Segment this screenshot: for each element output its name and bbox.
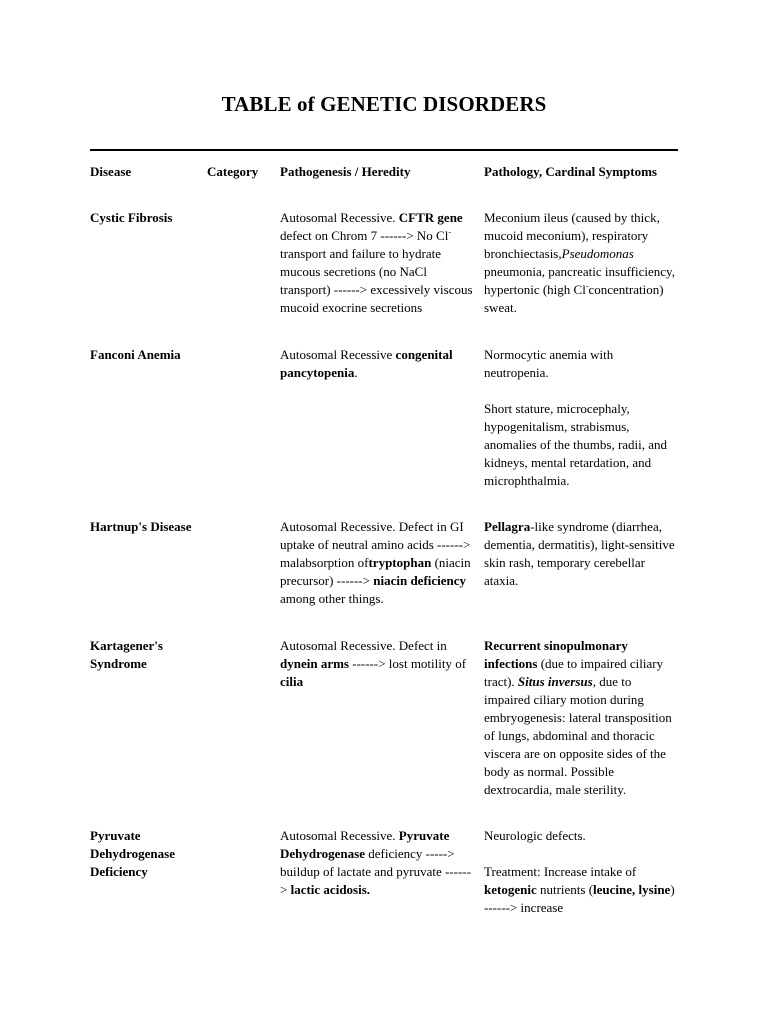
text-run: congenital pancytopenia (280, 347, 453, 380)
text-run: ------> lost motility of (348, 656, 467, 671)
text-run: - (448, 227, 452, 237)
column-header-disease: Disease (90, 164, 132, 179)
text-run: Autosomal Recessive (280, 347, 396, 362)
page-title: TABLE of GENETIC DISORDERS (221, 92, 547, 116)
text-run: Autosomal Recessive. (280, 210, 399, 225)
text-run: CFTR gene (398, 210, 463, 225)
pathogenesis-cell-kartageners-syndrome (280, 637, 475, 691)
column-header-pathology: Pathology, Cardinal Symptoms (484, 164, 657, 179)
text-run: Recurrent sinopulmonary infections (484, 638, 628, 671)
pathology-paragraph (484, 863, 680, 917)
text-run: , due to impaired ciliary motion during embryogenesis: lateral transposition of lungs, abdominal and thoracic viscera are on opposite sides of the body as normal. Possible dextrocardia, male sterility. (484, 674, 672, 797)
text-run: defect on Chrom 7 ------> No Cl (280, 228, 449, 243)
text-run: among other things. (280, 591, 384, 606)
text-run: - (585, 281, 589, 291)
pathogenesis-cell-pyruvate-dehydrogenase-deficiency (280, 827, 475, 899)
column-header-category: Category (207, 164, 259, 179)
text-run: Situs inversus (517, 674, 593, 689)
text-run: Meconium ileus (caused by thick, mucoid meconium), respiratory bronchiectasis, (484, 210, 660, 261)
text-run: deficiency -----> buildup of lactate and pyruvate ------> (280, 846, 471, 897)
pathology-cell-cystic-fibrosis (484, 209, 680, 317)
pathology-paragraph: Normocytic anemia with neutropenia. (484, 347, 614, 380)
text-run: pneumonia, pancreatic insufficiency, hypertonic (high Cl (484, 264, 675, 297)
text-run: transport and failure to hydrate mucous secretions (no NaCl transport) ------> excessively viscous mucoid exocrine secretions (280, 246, 473, 315)
text-run: tryptophan (368, 555, 432, 570)
pathogenesis-cell-cystic-fibrosis (280, 209, 475, 317)
text-run: . (354, 365, 358, 380)
pathology-cell-fanconi-anemia (484, 346, 680, 490)
text-run: ketogenic (484, 882, 537, 897)
pathogenesis-cell-hartnups-disease (280, 518, 475, 608)
text-run: Pseudomonas (561, 246, 634, 261)
column-header-pathogenesis: Pathogenesis / Heredity (280, 164, 411, 179)
text-run: ) ------> increase (484, 882, 675, 915)
text-run: Pellagra (484, 519, 531, 534)
text-run: cilia (280, 674, 304, 689)
text-run: lactic acidosis. (290, 882, 371, 897)
text-run: nutrients ( (536, 882, 594, 897)
disease-cell-kartageners-syndrome: Kartagener's Syndrome (90, 638, 163, 671)
pathology-cell-kartageners-syndrome (484, 637, 680, 799)
text-run: concentration) sweat. (484, 282, 664, 315)
text-run: Treatment: Increase intake of (484, 864, 637, 879)
disease-cell-hartnups-disease: Hartnup's Disease (90, 519, 192, 534)
text-run: -like syndrome (diarrhea, dementia, dermatitis), light-sensitive skin rash, temporary cerebellar ataxia. (484, 519, 675, 588)
pathogenesis-cell-fanconi-anemia (280, 346, 475, 382)
disease-cell-pyruvate-dehydrogenase-deficiency: Pyruvate Dehydrogenase Deficiency (90, 828, 175, 879)
pathology-paragraph: Short stature, microcephaly, hypogenitalism, strabismus, anomalies of the thumbs, radii, and kidneys, mental retardation, and microphthalmia. (484, 401, 668, 488)
text-run: dynein arms (280, 656, 349, 671)
text-run: Autosomal Recessive. Defect in GI uptake of neutral amino acids ------> malabsorption of (280, 519, 471, 570)
pathology-paragraph: Neurologic defects. (484, 828, 586, 843)
text-run: (niacin precursor) ------> (280, 555, 471, 588)
pathology-cell-pyruvate-dehydrogenase-deficiency (484, 827, 680, 917)
disease-cell-cystic-fibrosis: Cystic Fibrosis (90, 210, 173, 225)
text-run: Pyruvate Dehydrogenase (280, 828, 450, 861)
pathology-cell-hartnups-disease (484, 518, 680, 590)
text-run: (due to impaired ciliary tract). (484, 656, 664, 689)
text-run: Autosomal Recessive. Defect in (280, 638, 447, 653)
text-run: leucine, lysine (593, 882, 671, 897)
disease-cell-fanconi-anemia: Fanconi Anemia (90, 347, 181, 362)
text-run: Autosomal Recessive. (280, 828, 399, 843)
header-rule (90, 149, 678, 151)
text-run: niacin deficiency (373, 573, 467, 588)
